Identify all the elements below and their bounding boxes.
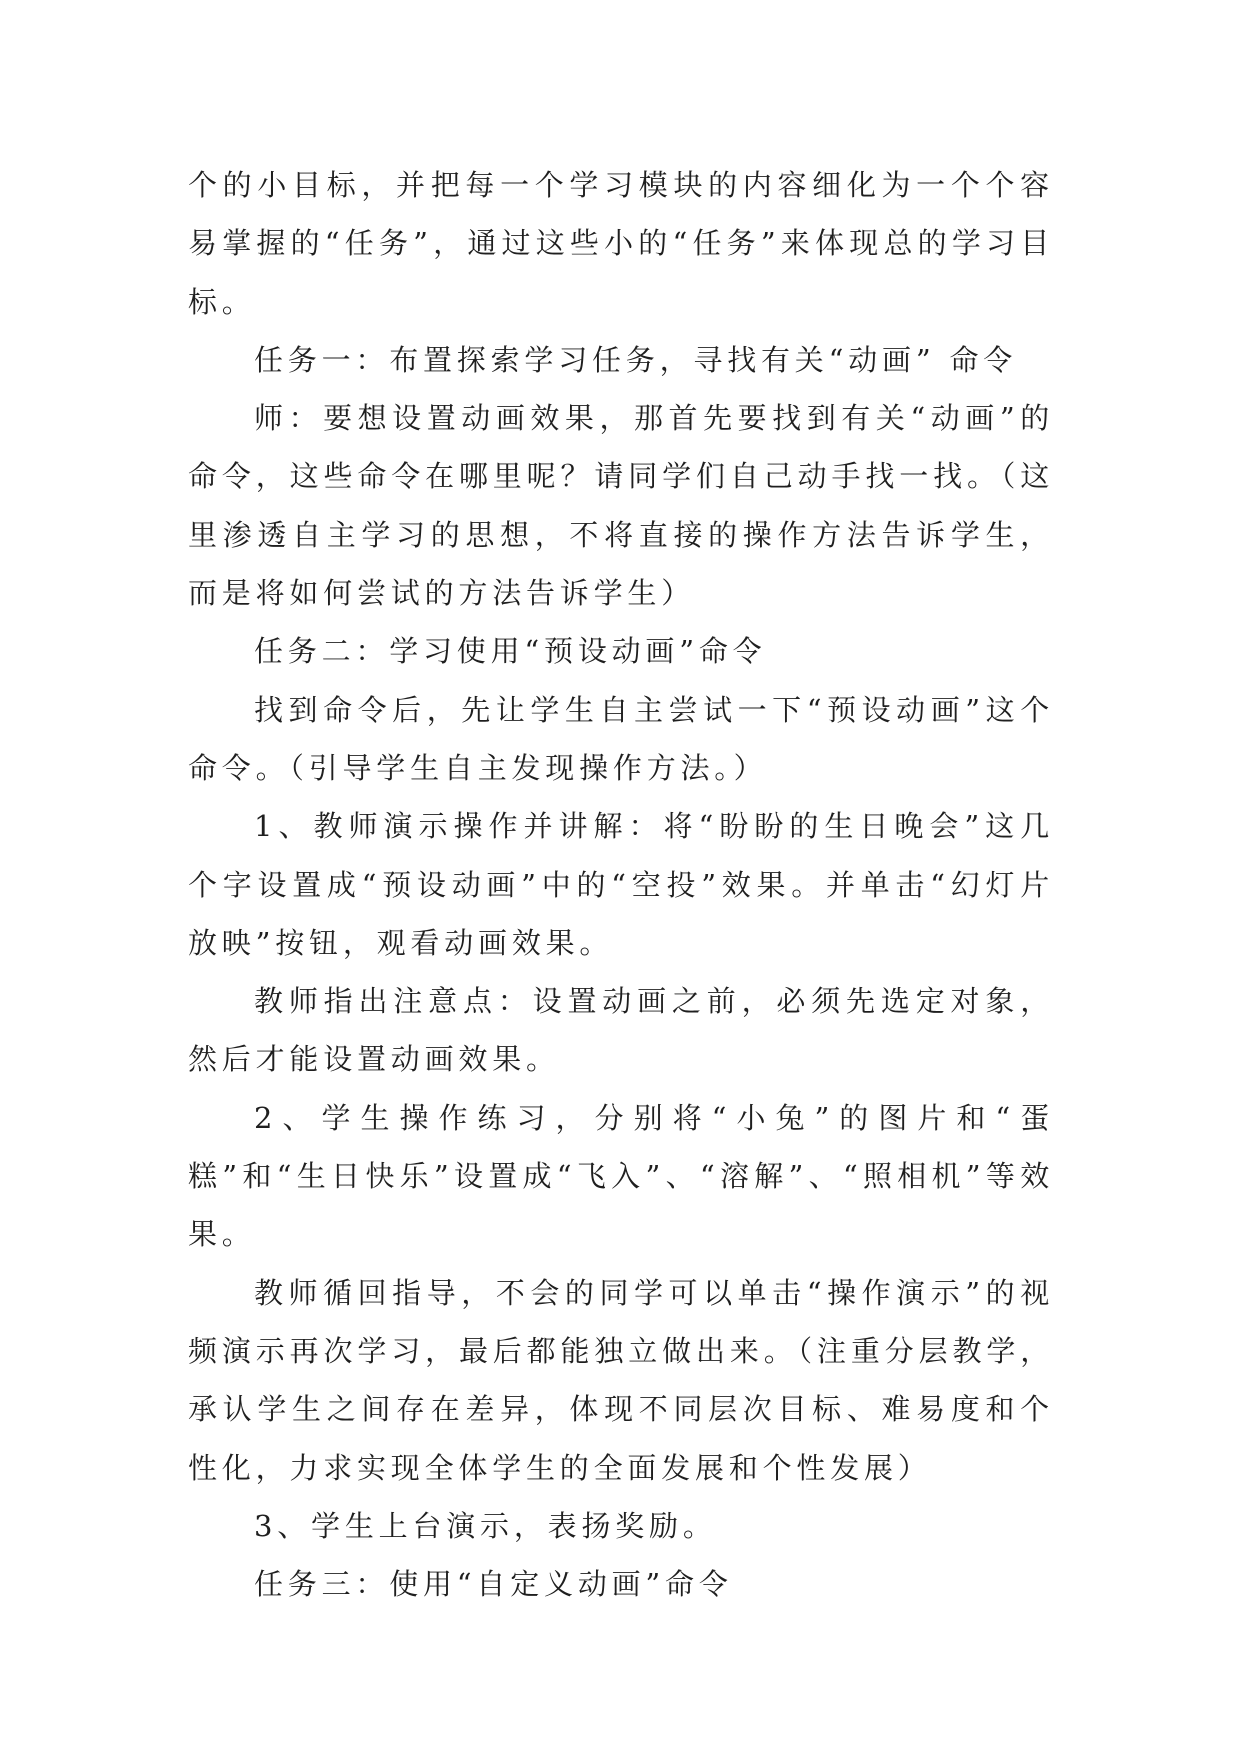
paragraph-task-three-heading: 任务三：使用“自定义动画”命令 — [254, 1567, 733, 1602]
paragraph-continued-goal: 个的小目标，并把每一个学习模块的内容细化为一个个容易掌握的“任务”，通过这些小的“任务”来体现总的学习目标。 — [188, 168, 1054, 319]
paragraph-key-point: 教师指出注意点：设置动画之前，必须先选定对象，然后才能设置动画效果。 — [188, 984, 1054, 1077]
paragraph-task-two-heading: 任务二：学习使用“预设动画”命令 — [254, 634, 767, 669]
paragraph-student-presentation: 3、学生上台演示，表扬奖励。 — [254, 1508, 717, 1543]
paragraph-teacher-demo: 1、教师演示操作并讲解：将“盼盼的生日晚会”这几个字设置成“预设动画”中的“空投”效果。并单击“幻灯片放映”按钮，观看动画效果。 — [188, 809, 1054, 960]
paragraph-student-practice: 2、学生操作练习，分别将“小兔”的图片和“蛋糕”和“生日快乐”设置成“飞入”、“溶解”、“照相机”等效果。 — [188, 1100, 1054, 1252]
paragraph-task-one-heading: 任务一：布置探索学习任务，寻找有关“动画” 命令 — [254, 342, 1018, 377]
document-body — [188, 156, 1054, 1613]
paragraph-teacher-guidance: 教师循回指导，不会的同学可以单击“操作演示”的视频演示再次学习，最后都能独立做出来。（注重分层教学，承认学生之间存在差异，体现不同层次目标、难易度和个性化，力求实现全体学生的全面发展和个性发展） — [188, 1275, 1054, 1485]
paragraph-student-trial: 找到命令后，先让学生自主尝试一下“预设动画”这个命令。（引导学生自主发现操作方法。） — [188, 692, 1054, 785]
paragraph-teacher-instruction: 师：要想设置动画效果，那首先要找到有关“动画”的命令，这些命令在哪里呢？请同学们自己动手找一找。（这里渗透自主学习的思想，不将直接的操作方法告诉学生，而是将如何尝试的方法告诉学生） — [188, 401, 1054, 611]
